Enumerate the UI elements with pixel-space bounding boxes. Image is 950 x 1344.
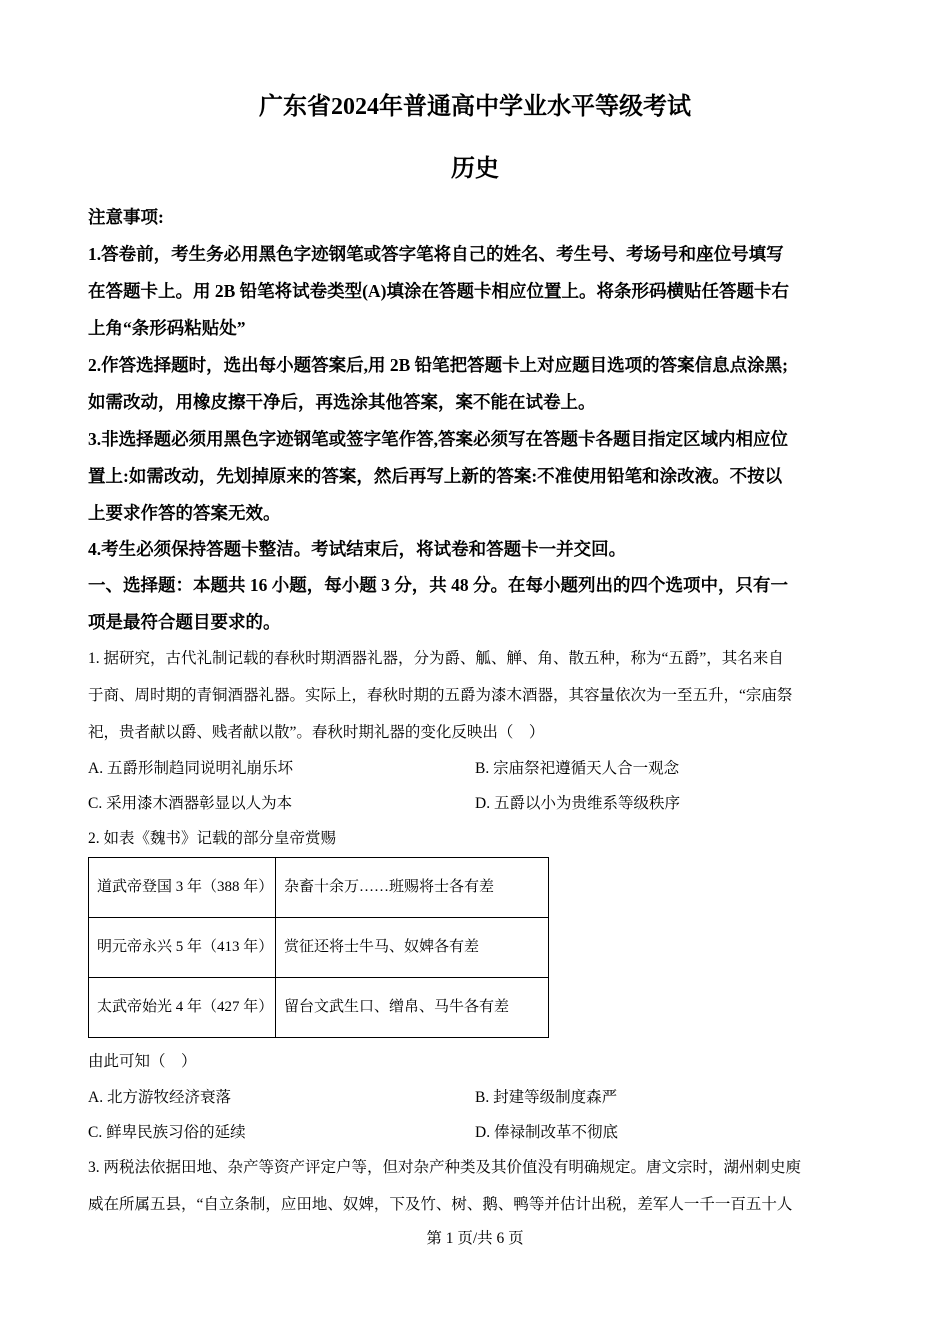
q2-option-b: B. 封建等级制度森严	[475, 1089, 618, 1106]
table-row	[89, 978, 549, 1038]
q2-option-c: C. 鲜卑民族习俗的延续	[88, 1124, 246, 1141]
note-line: 1.答卷前，考生务必用黑色字迹钢笔或答字笔将自己的姓名、考生号、考场号和座位号填写	[88, 244, 784, 264]
q2-stem: 2. 如表《魏书》记载的部分皇帝赏赐	[88, 830, 337, 847]
table-row	[89, 858, 549, 918]
q3-stem: 3. 两税法依据田地、杂产等资产评定户等，但对杂产种类及其价值没有明确规定。唐文宗时，湖州刺史庾	[88, 1159, 802, 1176]
note-line: 上角“条形码粘贴处”	[88, 318, 246, 338]
q2-table	[88, 857, 549, 1038]
q1-option-c: C. 采用漆木酒器彰显以人为本	[88, 795, 293, 812]
table-row	[89, 918, 549, 978]
note-line: 如需改动，用橡皮擦干净后，再选涂其他答案，案不能在试卷上。	[88, 392, 596, 412]
q1-option-b: B. 宗庙祭祀遵循天人合一观念	[475, 760, 680, 777]
q1-option-a: A. 五爵形制趋同说明礼崩乐坏	[88, 760, 293, 777]
q1-stem: 于商、周时期的青铜酒器礼器。实际上，春秋时期的五爵为漆木酒器，其容量依次为一至五升，“宗庙祭	[88, 687, 793, 704]
table-cell: 杂畜十余万……班赐将士各有差	[276, 858, 549, 918]
section-heading: 项是最符合题目要求的。	[88, 612, 281, 632]
table-cell: 太武帝始光 4 年（427 年）	[89, 978, 276, 1038]
note-line: 置上:如需改动，先划掉原来的答案，然后再写上新的答案:不准使用铅笔和涂改液。不按以	[88, 466, 783, 486]
table-cell: 赏征还将士牛马、奴婢各有差	[276, 918, 549, 978]
exam-title: 广东省2024年普通高中学业水平等级考试	[259, 94, 691, 120]
q3-stem: 威在所属五县，“自立条制，应田地、奴婢，下及竹、树、鹅、鸭等并估计出税，差军人一千一百五十人	[88, 1196, 793, 1213]
q1-stem: 祀，贵者献以爵、贱者献以散”。春秋时期礼器的变化反映出（ ）	[88, 724, 545, 741]
note-line: 在答题卡上。用 2B 铅笔将试卷类型(A)填涂在答题卡相应位置上。将条形码横贴任答题卡右	[88, 281, 789, 301]
note-line: 上要求作答的答案无效。	[88, 503, 281, 523]
subject-title: 历史	[451, 156, 499, 182]
note-line: 4.考生必须保持答题卡整洁。考试结束后，将试卷和答题卡一并交回。	[88, 539, 627, 559]
section-heading: 一、选择题：本题共 16 小题，每小题 3 分，共 48 分。在每小题列出的四个选项中，只有一	[88, 575, 788, 595]
q2-option-a: A. 北方游牧经济衰落	[88, 1089, 231, 1106]
note-line: 3.非选择题必须用黑色字迹钢笔或签字笔作答,答案必须写在答题卡各题目指定区域内相应位	[88, 429, 788, 449]
note-line: 2.作答选择题时，选出每小题答案后,用 2B 铅笔把答题卡上对应题目选项的答案信息点涂黑;	[88, 355, 788, 375]
table-cell: 明元帝永兴 5 年（413 年）	[89, 918, 276, 978]
table-cell: 道武帝登国 3 年（388 年）	[89, 858, 276, 918]
q1-option-d: D. 五爵以小为贵维系等级秩序	[475, 795, 680, 812]
page-footer: 第 1 页/共 6 页	[426, 1230, 524, 1247]
notes-heading: 注意事项:	[88, 207, 164, 227]
table-cell: 留台文武生口、缯帛、马牛各有差	[276, 978, 549, 1038]
q2-question: 由此可知（ ）	[88, 1053, 197, 1070]
q2-option-d: D. 俸禄制改革不彻底	[475, 1124, 618, 1141]
q1-stem: 1. 据研究，古代礼制记载的春秋时期酒器礼器，分为爵、觚、觯、角、散五种，称为“五爵”，其名来自	[88, 650, 784, 667]
